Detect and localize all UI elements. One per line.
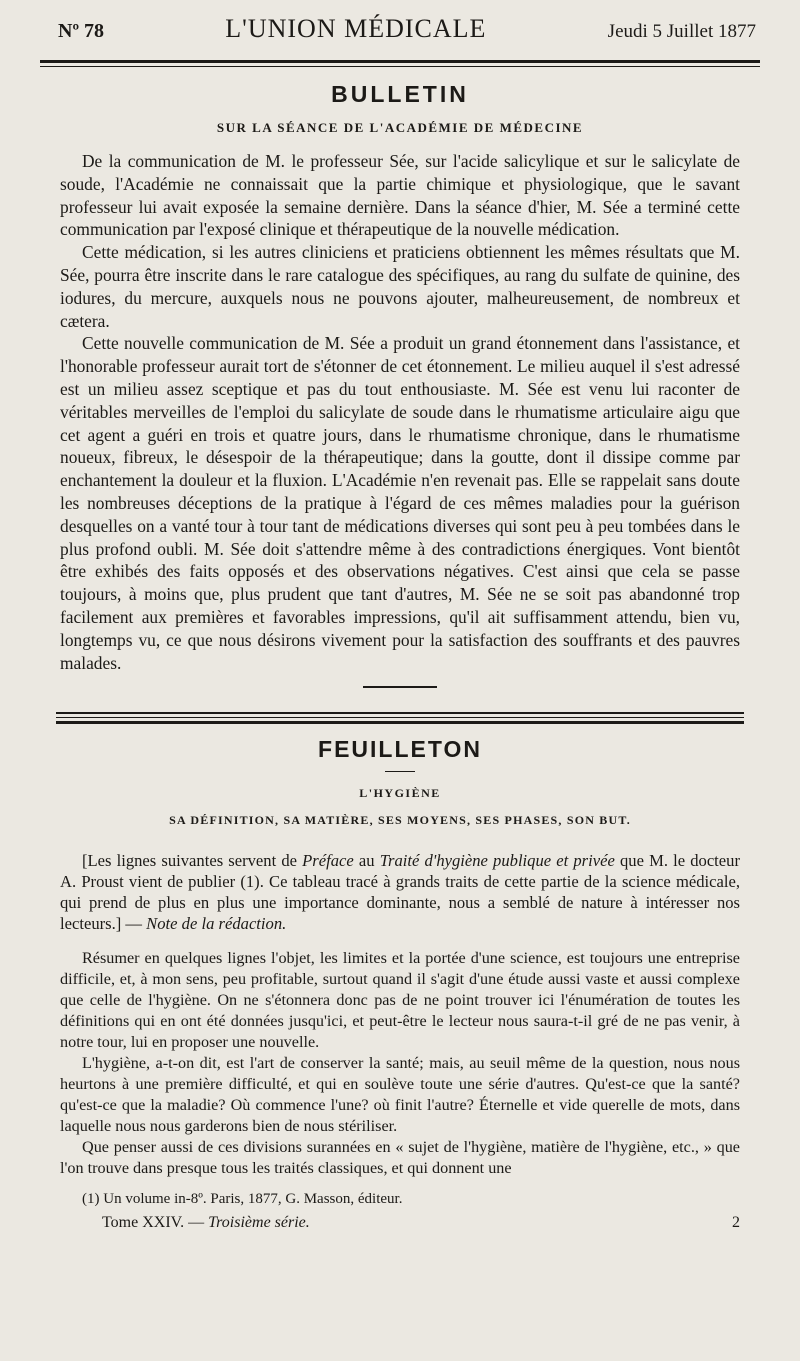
feuilleton-paragraph-1: Résumer en quelques lignes l'objet, les limites et la portée d'une science, est toujours une entreprise difficile, et, à mon sens, peu profitable, surtout quand il s'agit d'une étude aussi vaste et aussi complexe que celle de l'hygiène. On ne s'étonnera donc pas de ne point trouver ici l'énumération de toutes les définitions qui en ont été données jusqu'ici, et peut-être le lecteur nous saura-t-il gré de ne pas venir, à notre tour, lui en proposer une nouvelle. bbox=[60, 949, 740, 1052]
tome-label: Tome XXIV. — bbox=[102, 1214, 209, 1232]
preface-italic-2: Traité d'hygiène publique et privée bbox=[379, 851, 615, 871]
preface-text-2: au bbox=[353, 851, 380, 871]
preface-italic-1: Préface bbox=[302, 851, 354, 871]
page-footer bbox=[102, 1214, 740, 1232]
issue-number: Nº 78 bbox=[58, 20, 105, 42]
page-number: 2 bbox=[732, 1214, 740, 1232]
preface-text-1: [Les lignes suivantes servent de bbox=[82, 851, 303, 871]
feuilleton-paragraph-3: Que penser aussi de ces divisions surannées en « sujet de l'hygiène, matière de l'hygiène, etc., » que l'on trouve dans presque tous les traités classiques, et qui donnent une bbox=[60, 1138, 740, 1178]
masthead bbox=[40, 14, 760, 54]
series-label: Troisième série. bbox=[208, 1214, 310, 1232]
feuilleton-paragraph-2: L'hygiène, a-t-on dit, est l'art de conserver la santé; mais, au seuil même de la question, nous nous heurtons à une première difficulté, et qui en soulève toute une série d'autres. Qu'est-ce que la santé? qu'est-ce que la maladie? Où commence l'une? où finit l'autre? Éternelle et vide querelle de mots, dans laquelle nous nous garderons bien de nous stériliser. bbox=[60, 1054, 740, 1136]
journal-title: L'UNION MÉDICALE bbox=[225, 14, 487, 43]
bulletin-end-rule bbox=[363, 686, 437, 688]
bulletin-paragraph-3: Cette nouvelle communication de M. Sée a produit un grand étonnement dans l'assistance, et l'honorable professeur aurait tort de s'étonner de cet étonnement. Le milieu auquel il s'est adressé est un milieu assez sceptique et pas du tout enthousiaste. M. Sée est venu lui raconter de véritables merveilles de l'emploi du salicylate de soude dans le rhumatisme articulaire aigu que cet agent a guéri en trois et quatre jours, dans le rhumatisme chronique, dans le rhumatisme noueux, fibreux, le désespoir de la thérapeutique; dans la goutte, dont il dissipe comme par enchantement la douleur et la fluxion. L'Académie n'en revenait pas. Elle se rappelait sans doute les nombreuses déceptions de la pratique à l'égard de ces mêmes maladies pour la guérison desquelles on a vanté tour à tour tant de médications diverses qui sont peu à peu tombées dans le plus profond oubli. M. Sée doit s'attendre même à des contradictions énergiques. Vont bientôt être exhibés des faits opposés et des observations négatives. C'est ainsi que cela se passe toujours, à moins que, plus prudent que tant d'autres, M. Sée ne se soit pas abandonné trop facilement aux premières et favorables impressions, qu'il ait suffisamment attendu, bien vu, longtemps vu, ce que nous désirons vivement pour la satisfaction des souffrants et des pauvres malades. bbox=[60, 333, 740, 673]
volume-info bbox=[102, 1214, 310, 1232]
masthead-divider-thin bbox=[40, 66, 760, 67]
preface-text-3: que M. le docteur A. Proust vient de publier (1). Ce tableau tracé à grands traits de cette partie de la science médicale, qui prend de plus en plus une importance dominante, nous a semblé de nature à intéresser nos lecteurs.] — bbox=[60, 851, 740, 934]
masthead-divider bbox=[40, 60, 760, 63]
feuilleton-divider bbox=[56, 712, 744, 724]
bulletin-title: BULLETIN bbox=[331, 81, 469, 107]
preface-note: Note de la rédaction. bbox=[146, 914, 287, 934]
bulletin-paragraph-2: Cette médication, si les autres cliniciens et praticiens obtiennent les mêmes résultats que M. Sée, pourra être inscrite dans le rare catalogue des spécifiques, au rang du sulfate de quinine, des iodures, du mercure, auxquels nous ne pouvons ajouter, malheureusement, de nombreux et cætera. bbox=[60, 242, 740, 331]
feuilleton-title: FEUILLETON bbox=[318, 736, 482, 763]
feuilleton-subsubtitle: SA DÉFINITION, SA MATIÈRE, SES MOYENS, SES PHASES, SON BUT. bbox=[169, 813, 631, 828]
editorial-preface bbox=[60, 850, 740, 934]
feuilleton-body bbox=[60, 948, 740, 1179]
bulletin-paragraph-1: De la communication de M. le professeur Sée, sur l'acide salicylique et sur le salicylate de soude, l'Académie ne connaissait que la partie chimique et physiologique, que le savant professeur lui avait exposée la semaine dernière. Dans la séance d'hier, M. Sée a terminé cette communication par l'exposé clinique et thérapeutique de la nouvelle médication. bbox=[60, 151, 740, 240]
bulletin-body bbox=[60, 150, 740, 674]
feuilleton-subtitle: L'HYGIÈNE bbox=[359, 786, 441, 801]
footnote: (1) Un volume in-8º. Paris, 1877, G. Masson, éditeur. bbox=[82, 1191, 403, 1208]
issue-date: Jeudi 5 Juillet 1877 bbox=[607, 21, 756, 42]
bulletin-subtitle: SUR LA SÉANCE DE L'ACADÉMIE DE MÉDECINE bbox=[216, 120, 584, 135]
feuilleton-title-rule bbox=[385, 771, 415, 772]
